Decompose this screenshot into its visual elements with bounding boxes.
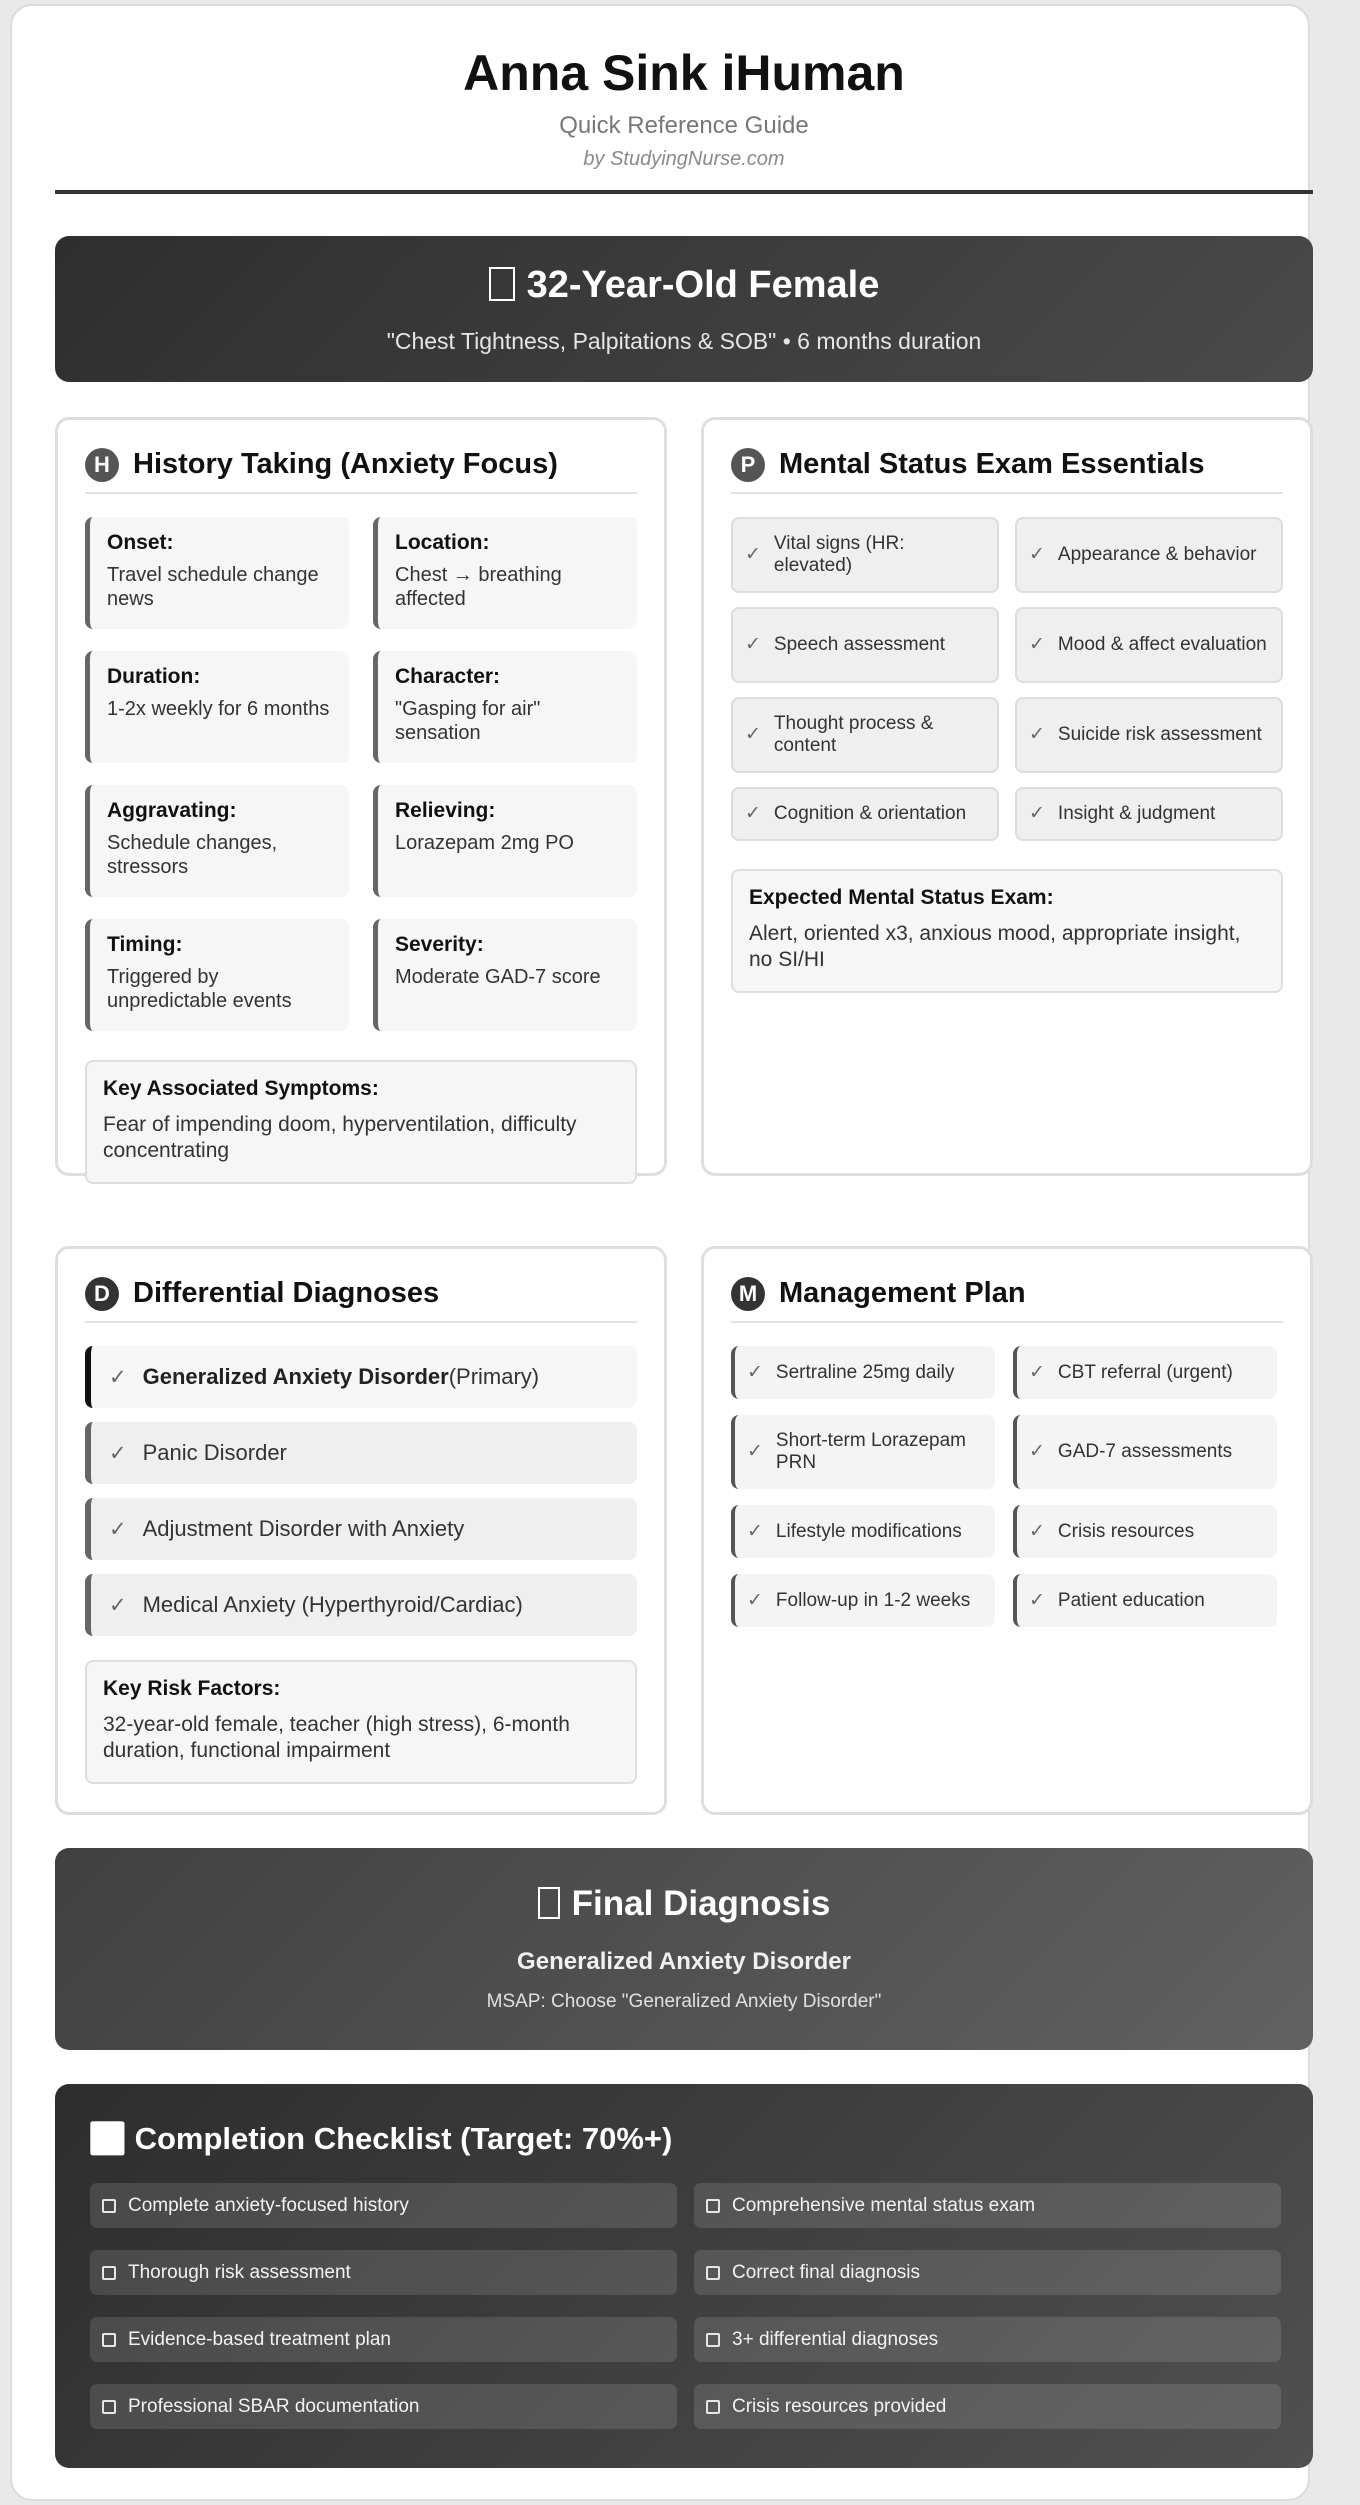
- mse-item-text: Vital signs (HR: elevated): [773, 533, 905, 576]
- checklist-item-text: Complete anxiety-focused history: [128, 2194, 409, 2216]
- completion-checklist: [55, 2084, 1313, 2468]
- check-mark-icon: ✅: [88, 2121, 127, 2156]
- plan-text: Short-term Lorazepam PRN: [775, 1430, 966, 1473]
- plan-item: [1013, 1415, 1277, 1489]
- differentials-card: [55, 1246, 667, 1815]
- target-icon: [538, 1887, 560, 1919]
- differential-text: Medical Anxiety (Hyperthyroid/Cardiac): [142, 1592, 523, 1617]
- check-icon: ✓: [747, 1441, 763, 1463]
- differential-item: [85, 1574, 637, 1636]
- checklist-item[interactable]: [90, 2183, 677, 2228]
- checklist-item[interactable]: [694, 2250, 1281, 2295]
- check-icon: ✓: [747, 1589, 763, 1611]
- page-byline: by StudyingNurse.com: [583, 148, 785, 170]
- plan-item: [731, 1415, 995, 1489]
- history-value: Chest → breathing affected: [395, 564, 562, 611]
- checklist-item-text: 3+ differential diagnoses: [732, 2328, 939, 2350]
- history-value: Travel schedule change news: [107, 564, 319, 611]
- mse-item-text: Appearance & behavior: [1057, 544, 1257, 566]
- plan-text: Lifestyle modifications: [775, 1520, 962, 1542]
- checklist-item[interactable]: [694, 2183, 1281, 2228]
- risk-factors-text: 32-year-old female, teacher (high stress), 6-month duration, functional impairment: [103, 1713, 570, 1762]
- checkbox-icon[interactable]: [706, 2266, 720, 2280]
- differential-text: Panic Disorder: [142, 1440, 287, 1465]
- mse-badge: P: [731, 448, 765, 482]
- final-diagnosis-title: [55, 1884, 1313, 1924]
- history-item-location: [373, 517, 637, 629]
- check-icon: ✓: [1029, 803, 1045, 825]
- checklist-item-text: Thorough risk assessment: [128, 2261, 351, 2283]
- check-icon: ✓: [747, 1361, 763, 1383]
- mse-item: [731, 697, 999, 773]
- check-icon: ✓: [1029, 1589, 1045, 1611]
- mse-item: [731, 607, 999, 683]
- mse-item: [731, 787, 999, 841]
- history-label: Relieving:: [395, 799, 496, 822]
- plan-item: [731, 1574, 995, 1627]
- history-badge: H: [85, 448, 119, 482]
- key-symptoms-text: Fear of impending doom, hyperventilation, difficulty concentrating: [103, 1113, 577, 1162]
- risk-factors-box: [85, 1660, 637, 1784]
- plan-item: [731, 1505, 995, 1558]
- mse-item-text: Speech assessment: [773, 634, 946, 656]
- history-value: Triggered by unpredictable events: [107, 966, 292, 1013]
- history-value: Schedule changes, stressors: [107, 832, 278, 879]
- plan-text: Follow-up in 1-2 weeks: [775, 1589, 971, 1611]
- mse-card-header: [731, 444, 1283, 494]
- final-diagnosis-name: Generalized Anxiety Disorder: [517, 1948, 851, 1975]
- checkbox-icon[interactable]: [706, 2199, 720, 2213]
- plan-item: [1013, 1346, 1277, 1399]
- differential-text: Adjustment Disorder with Anxiety: [142, 1516, 465, 1541]
- history-label: Aggravating:: [107, 799, 237, 822]
- history-item-duration: [85, 651, 349, 763]
- checkbox-icon[interactable]: [102, 2266, 116, 2280]
- plan-item: [731, 1346, 995, 1399]
- chief-complaint: "Chest Tightness, Palpitations & SOB" • 6 months duration: [386, 328, 982, 354]
- check-icon: ✓: [1029, 1520, 1045, 1542]
- checklist-item[interactable]: [90, 2384, 677, 2429]
- page-subtitle: Quick Reference Guide: [559, 112, 809, 139]
- history-grid: [85, 517, 637, 1031]
- page-title: Anna Sink iHuman: [463, 45, 905, 101]
- plan-text: Patient education: [1057, 1589, 1205, 1611]
- history-value: Lorazepam 2mg PO: [395, 832, 574, 854]
- differentials-list: [85, 1346, 637, 1650]
- history-item-aggravating: [85, 785, 349, 897]
- differential-primary-name: Generalized Anxiety Disorder: [142, 1364, 449, 1389]
- history-card-header: [85, 444, 637, 494]
- check-icon: ✓: [109, 1441, 127, 1465]
- mse-item-text: Suicide risk assessment: [1057, 724, 1262, 746]
- final-diagnosis-title-text: Final Diagnosis: [571, 1884, 831, 1923]
- expected-mse-label: Expected Mental Status Exam:: [749, 886, 1054, 909]
- check-icon: ✓: [1029, 1441, 1045, 1463]
- plan-text: Sertraline 25mg daily: [775, 1361, 955, 1383]
- checklist-item[interactable]: [90, 2250, 677, 2295]
- checkbox-icon[interactable]: [706, 2333, 720, 2347]
- history-item-relieving: [373, 785, 637, 897]
- history-item-severity: [373, 919, 637, 1031]
- plan-text: Crisis resources: [1057, 1520, 1195, 1542]
- checklist-item-text: Comprehensive mental status exam: [732, 2194, 1036, 2216]
- mse-item: [1015, 517, 1283, 593]
- plan-text: GAD-7 assessments: [1057, 1441, 1233, 1463]
- mse-item: [1015, 697, 1283, 773]
- mse-item: [1015, 607, 1283, 683]
- history-label: Severity:: [395, 933, 484, 956]
- header-divider: [55, 190, 1313, 194]
- differential-item: [85, 1422, 637, 1484]
- differentials-badge: D: [85, 1277, 119, 1311]
- patient-title: [55, 264, 1313, 307]
- check-icon: ✓: [745, 634, 761, 656]
- history-item-onset: [85, 517, 349, 629]
- plan-item: [1013, 1505, 1277, 1558]
- person-icon: [489, 267, 515, 301]
- key-symptoms-label: Key Associated Symptoms:: [103, 1077, 379, 1100]
- check-icon: ✓: [1029, 1361, 1045, 1383]
- checkbox-icon[interactable]: [706, 2400, 720, 2414]
- check-icon: ✓: [745, 724, 761, 746]
- check-icon: ✓: [109, 1365, 127, 1389]
- check-icon: ✓: [109, 1593, 127, 1617]
- history-item-character: [373, 651, 637, 763]
- plan-text: CBT referral (urgent): [1057, 1361, 1233, 1383]
- history-item-timing: [85, 919, 349, 1031]
- check-icon: ✓: [747, 1520, 763, 1542]
- checklist-item[interactable]: [694, 2317, 1281, 2362]
- check-icon: ✓: [1029, 634, 1045, 656]
- mse-item-text: Thought process & content: [773, 713, 934, 756]
- differential-item: [85, 1498, 637, 1560]
- history-card: [55, 417, 667, 1176]
- mse-item-text: Cognition & orientation: [773, 803, 967, 825]
- differential-primary-tag: (Primary): [448, 1364, 540, 1389]
- final-msap-note: MSAP: Choose "Generalized Anxiety Disorder": [486, 1991, 882, 2012]
- history-label: Location:: [395, 531, 490, 554]
- management-card-header: [731, 1273, 1283, 1323]
- history-label: Character:: [395, 665, 501, 688]
- mse-title: Mental Status Exam Essentials: [779, 448, 1205, 480]
- checkbox-icon[interactable]: [102, 2333, 116, 2347]
- final-diagnosis-banner: [55, 1848, 1313, 2050]
- mse-item: [731, 517, 999, 593]
- mse-item-text: Mood & affect evaluation: [1057, 634, 1267, 656]
- checkbox-icon[interactable]: [102, 2199, 116, 2213]
- differentials-card-header: [85, 1273, 637, 1323]
- history-value: Moderate GAD-7 score: [395, 966, 601, 988]
- key-symptoms-box: [85, 1060, 637, 1184]
- risk-factors-label: Key Risk Factors:: [103, 1677, 281, 1700]
- checklist-grid: [90, 2183, 1280, 2429]
- mse-grid: [731, 517, 1283, 841]
- check-icon: ✓: [745, 803, 761, 825]
- patient-banner: [55, 236, 1313, 382]
- checklist-item-text: Crisis resources provided: [732, 2395, 947, 2417]
- history-label: Timing:: [107, 933, 183, 956]
- checklist-title-text: Completion Checklist (Target: 70%+): [134, 2121, 673, 2156]
- expected-mse-text: Alert, oriented x3, anxious mood, appropriate insight, no SI/HI: [749, 922, 1241, 971]
- management-card: [701, 1246, 1313, 1815]
- check-icon: ✓: [1029, 724, 1045, 746]
- checkbox-icon[interactable]: [102, 2400, 116, 2414]
- checklist-title: [88, 2120, 672, 2157]
- checklist-item-text: Professional SBAR documentation: [128, 2395, 420, 2417]
- mse-item: [1015, 787, 1283, 841]
- check-icon: ✓: [1029, 544, 1045, 566]
- checklist-item[interactable]: [694, 2384, 1281, 2429]
- checklist-item-text: Evidence-based treatment plan: [128, 2328, 391, 2350]
- management-badge: M: [731, 1277, 765, 1311]
- differentials-title: Differential Diagnoses: [133, 1277, 440, 1309]
- history-title: History Taking (Anxiety Focus): [133, 448, 558, 480]
- check-icon: ✓: [745, 544, 761, 566]
- management-grid: [731, 1346, 1283, 1627]
- expected-mse-box: [731, 869, 1283, 993]
- management-title: Management Plan: [779, 1277, 1026, 1309]
- mse-item-text: Insight & judgment: [1057, 803, 1216, 825]
- history-value: "Gasping for air" sensation: [395, 698, 541, 745]
- patient-title-text: 32-Year-Old Female: [526, 264, 880, 306]
- plan-item: [1013, 1574, 1277, 1627]
- history-label: Duration:: [107, 665, 201, 688]
- check-icon: ✓: [109, 1517, 127, 1541]
- history-value: 1-2x weekly for 6 months: [107, 698, 330, 720]
- checklist-item-text: Correct final diagnosis: [732, 2261, 920, 2283]
- history-label: Onset:: [107, 531, 174, 554]
- checklist-item[interactable]: [90, 2317, 677, 2362]
- mse-card: [701, 417, 1313, 1176]
- reference-guide-page: [10, 4, 1310, 2501]
- differential-primary: [85, 1346, 637, 1408]
